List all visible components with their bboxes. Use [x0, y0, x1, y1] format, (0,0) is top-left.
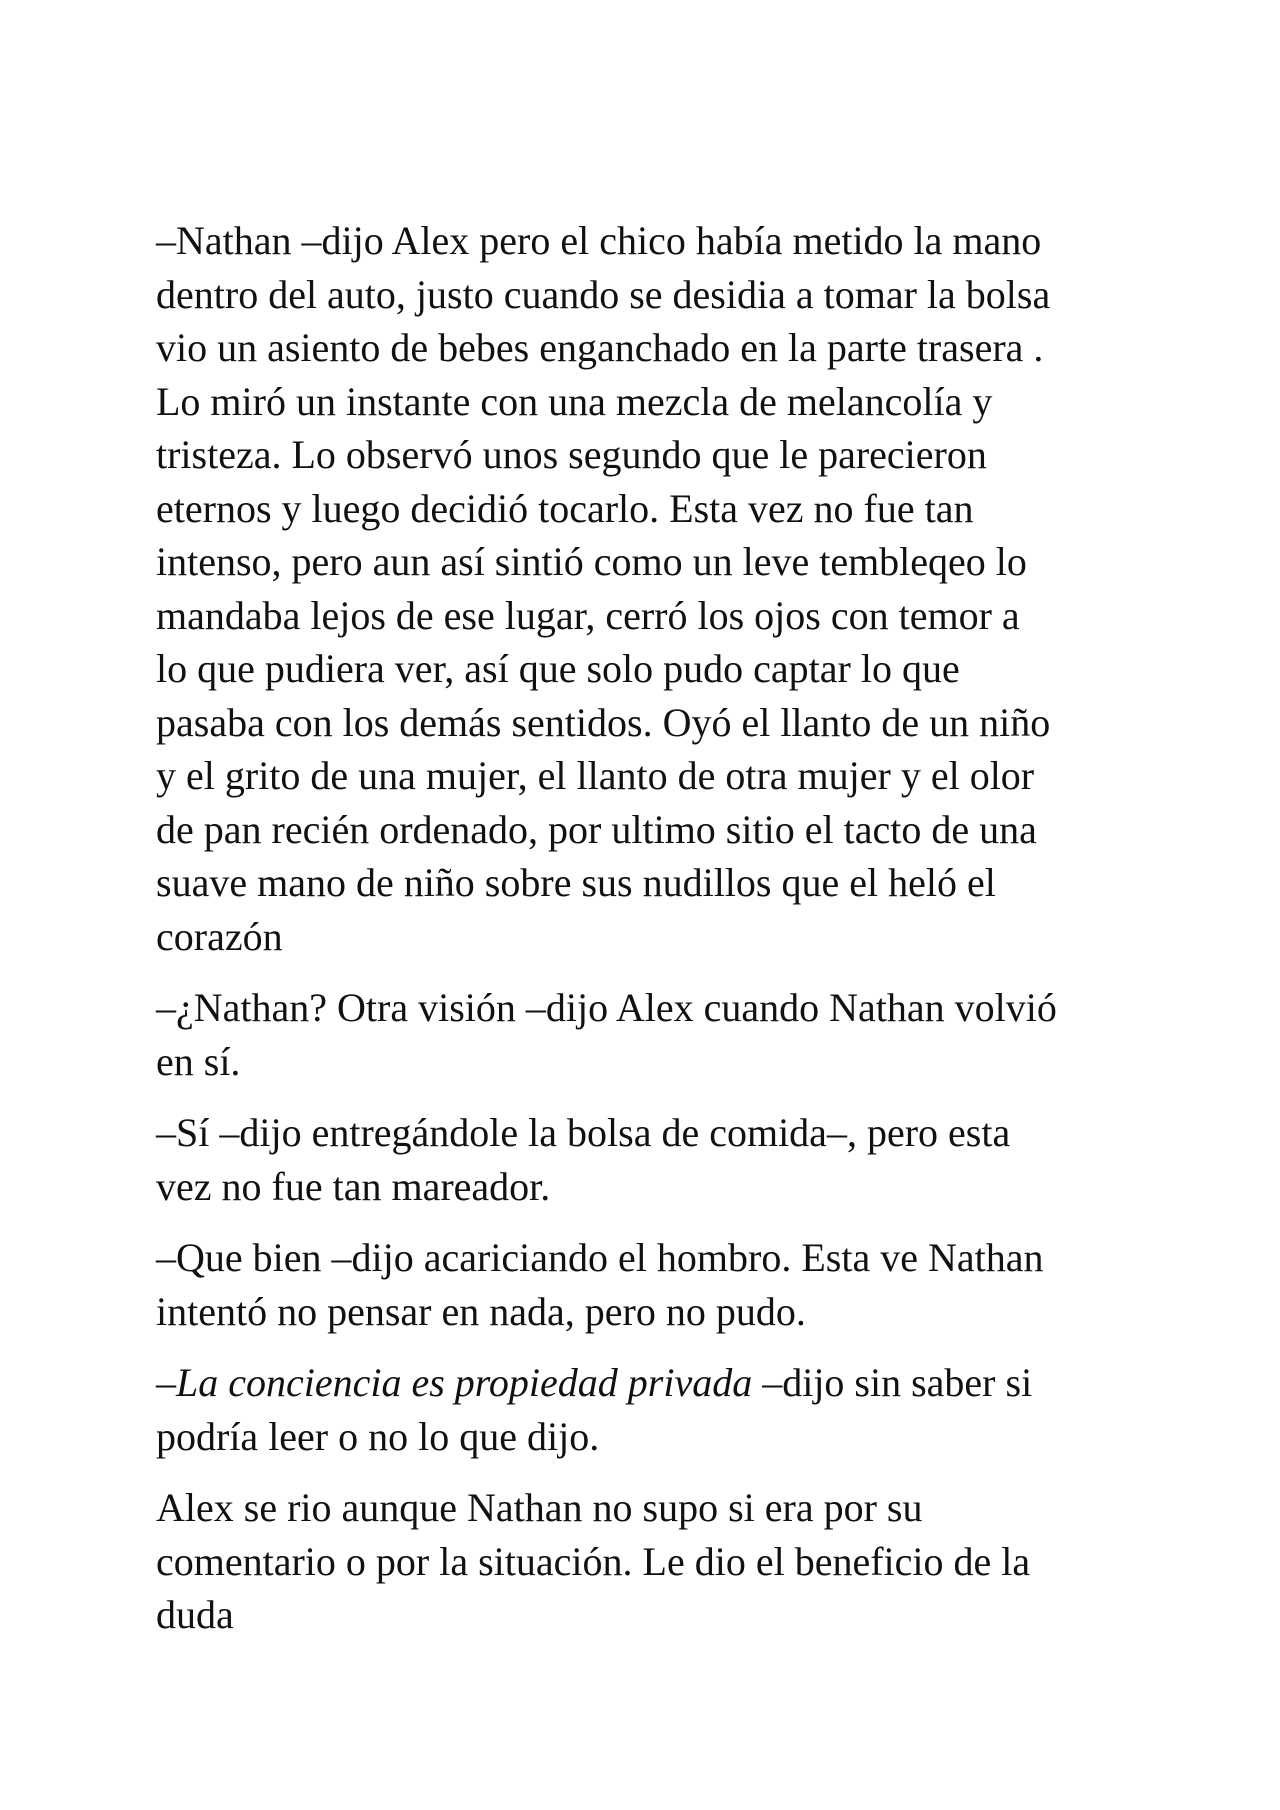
text-line: y el grito de una mujer, el llanto de otra mujer y el olor: [156, 753, 1035, 798]
text-line: suave mano de niño sobre sus nudillos que el heló el: [156, 860, 996, 905]
text-segment: –dijo sin saber si: [752, 1360, 1033, 1405]
text-line: mandaba lejos de ese lugar, cerró los ojos con temor a: [156, 592, 1020, 638]
paragraph-1: [156, 214, 1136, 963]
text-line: lo que pudiera ver, así que solo pudo captar lo que: [156, 646, 960, 691]
text-line: intenso, pero aun así sintió como un leve tembleqeo lo: [156, 539, 1027, 584]
text-line: –Que bien –dijo acariciando el hombro. Esta ve Nathan: [156, 1235, 1044, 1280]
paragraph-6: [156, 1481, 1136, 1642]
paragraph-2: [156, 981, 1136, 1088]
text-line: Alex se rio aunque Nathan no supo si era por su: [156, 1485, 923, 1530]
text-line: podría leer o no lo que dijo.: [156, 1413, 600, 1459]
text-line: vio un asiento de bebes enganchado en la parte trasera .: [156, 325, 1044, 370]
text-line: duda: [156, 1592, 234, 1637]
italic-phrase: –La conciencia es propiedad privada: [156, 1360, 753, 1405]
document-body: [156, 214, 1136, 1660]
text-line: –Nathan –dijo Alex pero el chico había metido la mano: [156, 218, 1042, 263]
text-line: tristeza. Lo observó unos segundo que le parecieron: [156, 432, 987, 477]
text-line: pasaba con los demás sentidos. Oyó el llanto de un niño: [156, 699, 1051, 745]
text-line: vez no fue tan mareador.: [156, 1163, 551, 1209]
text-line: corazón: [156, 913, 283, 959]
text-line: eternos y luego decidió tocarlo. Esta vez no fue tan: [156, 485, 974, 531]
text-line: comentario o por la situación. Le dio el beneficio de la: [156, 1538, 1031, 1584]
text-line: [156, 1356, 1136, 1410]
text-line: en sí.: [156, 1038, 241, 1084]
text-line: intentó no pensar en nada, pero no pudo.: [156, 1288, 806, 1334]
text-line: –¿Nathan? Otra visión –dijo Alex cuando Nathan volvió: [156, 985, 1057, 1030]
paragraph-4: [156, 1231, 1136, 1338]
text-line: de pan recién ordenado, por ultimo sitio el tacto de una: [156, 806, 1037, 852]
text-line: dentro del auto, justo cuando se desidia a tomar la bolsa: [156, 271, 1051, 317]
text-line: –Sí –dijo entregándole la bolsa de comida–, pero esta: [156, 1110, 1011, 1155]
paragraph-3: [156, 1106, 1136, 1213]
paragraph-5: [156, 1356, 1136, 1463]
text-line: Lo miró un instante con una mezcla de melancolía y: [156, 378, 993, 424]
